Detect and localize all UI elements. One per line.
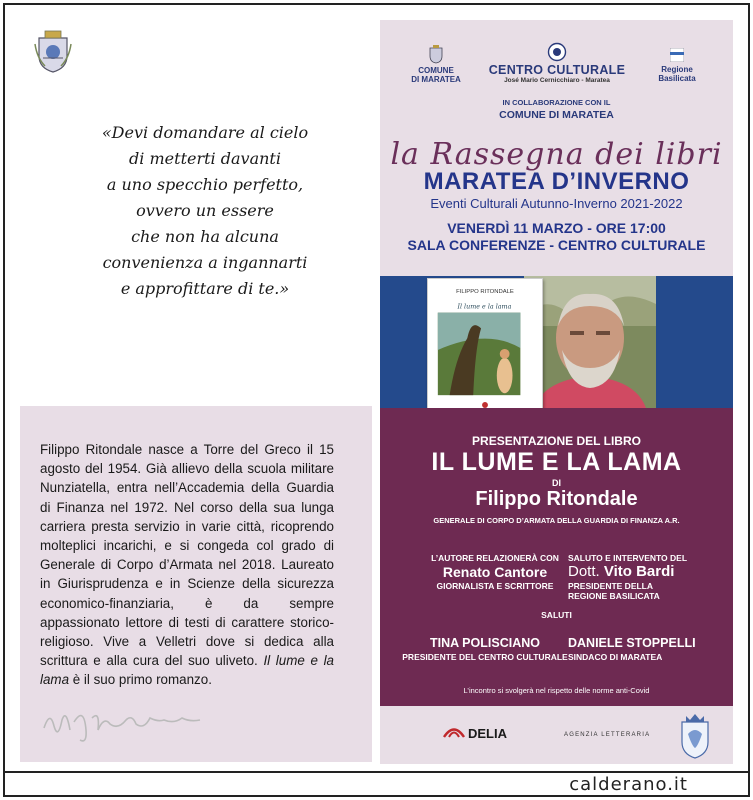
regione-label: Regione Basilicata: [658, 65, 696, 83]
regione-logo: [650, 48, 704, 83]
event-date-line: VENERDÌ 11 MARZO - ORE 17:00: [447, 220, 666, 236]
book-cover-author: FILIPPO RITONDALE: [456, 288, 514, 295]
book-presentation-panel: [380, 408, 733, 706]
rassegna-script-title: la Rassegna dei libri: [390, 137, 723, 172]
saluti-heading: SALUTI: [541, 610, 572, 620]
centro-culturale-logo: [476, 42, 638, 84]
event-venue-line: SALA CONFERENZE - CENTRO CULTURALE: [407, 237, 706, 253]
greeting-role-1: PRESIDENTE DELLA: [568, 581, 654, 591]
centro-culturale-icon: [547, 42, 567, 62]
author-rank: GENERALE DI CORPO D’ARMATA DELLA GUARDIA DI FINANZA A.R.: [433, 516, 680, 525]
speaker-block: [420, 553, 570, 591]
event-datetime: [380, 220, 733, 254]
comune-logo: [410, 44, 462, 84]
collab-line-2: COMUNE DI MARATEA: [499, 109, 614, 121]
bio-ending: è il suo primo romanzo.: [69, 672, 212, 688]
presentation-heading: PRESENTAZIONE DEL LIBRO: [472, 434, 641, 448]
quote-line: e approfittare di te.»: [120, 279, 290, 298]
quote-line: a uno specchio perfetto,: [106, 175, 304, 194]
series-subtitle: Eventi Culturali Autunno-Inverno 2021-2022: [430, 196, 683, 211]
quote-line: ovvero un essere: [136, 201, 274, 220]
saluti-1-role: PRESIDENTE DEL CENTRO CULTURALE: [402, 652, 568, 662]
footer-bar: [3, 773, 750, 797]
quote-line: che non ha alcuna: [131, 227, 279, 246]
maratea-crest-icon: [33, 28, 73, 74]
author-portrait: [524, 276, 656, 408]
greeting-block: [568, 553, 708, 601]
greeting-label: SALUTO E INTERVENTO DEL: [568, 553, 688, 563]
saluti-1-name: TINA POLISCIANO: [430, 636, 540, 650]
series-title: MARATEA D’INVERNO: [423, 168, 690, 195]
saluti-2-role: SINDACO DI MARATEA: [568, 652, 663, 662]
delia-logo-text: DELIA: [468, 726, 507, 741]
footer-logos: [380, 706, 733, 764]
event-poster: [380, 20, 733, 764]
quote-line: di metterti davanti: [129, 149, 281, 168]
bio-book-title: Il lume e la lama: [40, 653, 334, 688]
author-bio: [40, 440, 334, 690]
book-title: IL LUME E LA LAMA: [431, 448, 682, 476]
agenzia-label: AGENZIA LETTERARIA: [564, 732, 651, 738]
author-signature: [40, 700, 210, 750]
collaboration-note: [380, 98, 733, 121]
comune-label: COMUNE DI MARATEA: [411, 66, 461, 84]
delia-logo-icon: [442, 724, 466, 738]
saluti-block-1: [400, 634, 570, 662]
speaker-label: L’AUTORE RELAZIONERÀ CON: [431, 553, 559, 563]
quote-block: [40, 120, 370, 302]
author-name: Filippo Ritondale: [475, 488, 638, 510]
speaker-name: Renato Cantore: [442, 564, 548, 580]
greeting-role-2: REGIONE BASILICATA: [568, 591, 660, 601]
book-cover: [427, 278, 543, 418]
comune-crest-icon: [428, 44, 444, 64]
greeting-name: Vito Bardi: [603, 563, 675, 580]
by-label: DI: [552, 478, 561, 488]
greeting-title: Dott.: [568, 563, 600, 580]
bio-text: Filippo Ritondale nasce a Torre del Greco il 15 agosto del 1954. Già allievo della scuola militare Nunziatella, entra nell’Accademia della Guardia di Finanza nel 1972. Nel corso della sua lunga carriera presta servizio in varie città, ricoprendo molteplici incarichi, e si congeda col grado di Generale di Corpo d’Armata nel 2018. Laureato in Giurisprudenza e in Scienze della sicurezza economico-finanziaria, è da sempre appassionato lettore di testi di carattere storico-religioso. Vive a Velletri dove si dedica alla scrittura e alla cura del suo uliveto.: [40, 442, 334, 669]
site-watermark: calderano.it: [569, 774, 688, 795]
saluti-block-2: [568, 634, 718, 662]
quote-line: convenienza a ingannarti: [102, 253, 308, 272]
cc-subtitle: José Mario Cernicchiaro - Maratea: [504, 77, 610, 84]
speaker-role: GIORNALISTA E SCRITTORE: [436, 581, 554, 591]
cc-title: CENTRO CULTURALE: [488, 63, 626, 77]
quote-line: «Devi domandare al cielo: [101, 123, 309, 142]
collab-line-1: IN COLLABORAZIONE CON IL: [502, 98, 611, 107]
covid-notice: L’incontro si svolgerà nel rispetto delle norme anti-Covid: [463, 686, 650, 695]
saluti-2-name: DANIELE STOPPELLI: [568, 636, 696, 650]
book-cover-title: Il lume e la lama: [457, 302, 512, 311]
region-crest-icon: [678, 712, 712, 760]
regione-flag-icon: [670, 48, 684, 62]
